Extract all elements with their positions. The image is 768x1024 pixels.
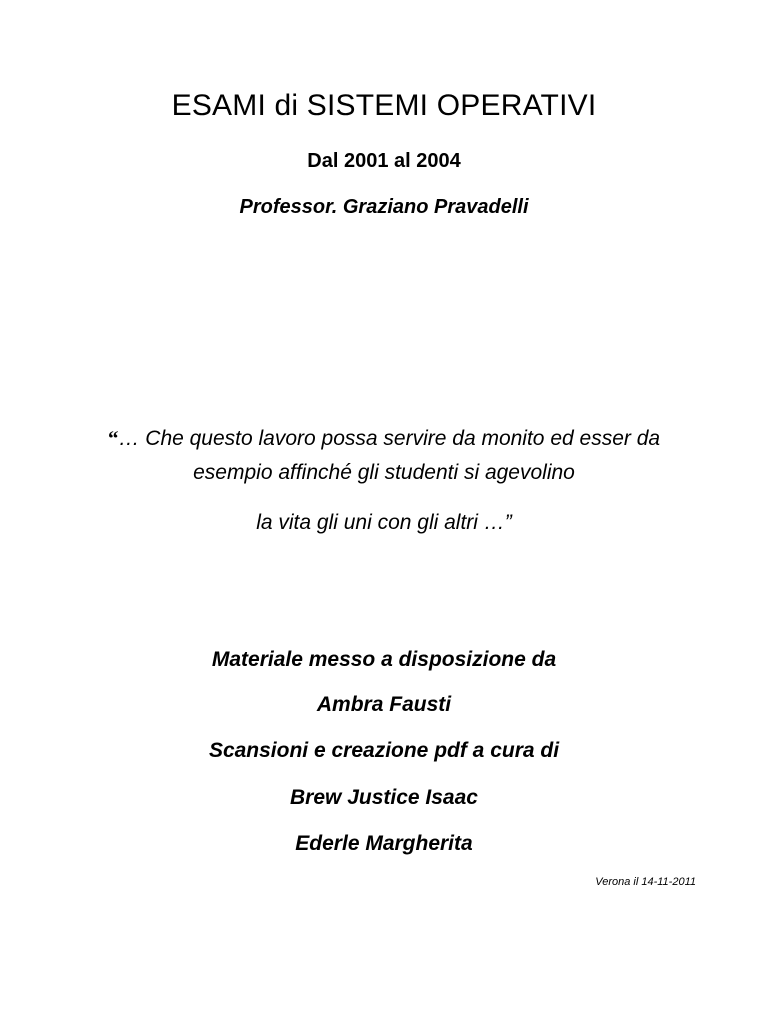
professor-name: Professor. Graziano Pravadelli — [239, 196, 529, 218]
material-author: Ambra Fausti — [316, 693, 452, 716]
scan-author-2: Ederle Margherita — [295, 832, 473, 855]
quote-line-1 — [0, 428, 768, 449]
document-title: ESAMI di SISTEMI OPERATIVI — [171, 89, 597, 122]
opening-quote-mark: “ — [107, 426, 119, 450]
quote-line-2: esempio affinché gli studenti si agevolino — [193, 461, 575, 484]
scan-credit-label: Scansioni e creazione pdf a cura di — [208, 739, 560, 762]
material-credit-label: Materiale messo a disposizione da — [211, 648, 557, 671]
quote-line-3: la vita gli uni con gli altri …” — [256, 511, 512, 534]
place-and-date: Verona il 14-11-2011 — [595, 876, 696, 888]
exam-period: Dal 2001 al 2004 — [307, 150, 461, 172]
scan-author-1: Brew Justice Isaac — [290, 786, 478, 809]
quote-text-1: … Che questo lavoro possa servire da monito ed esser da — [118, 427, 661, 450]
